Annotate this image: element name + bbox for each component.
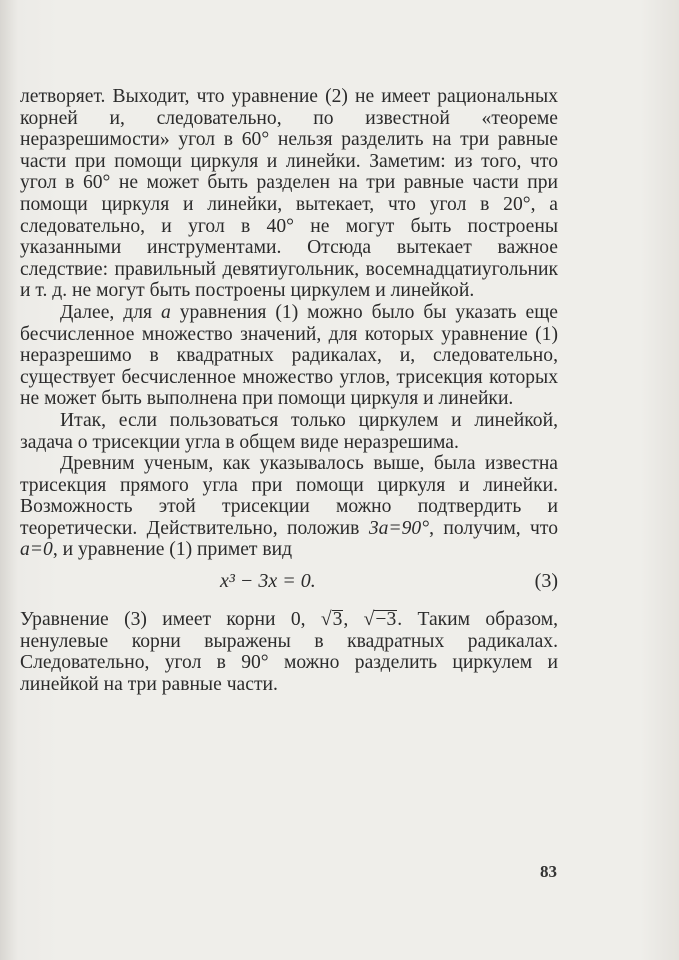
paragraph-4 bbox=[20, 453, 558, 561]
page-text bbox=[20, 86, 558, 695]
equation-3a: 3a=90° bbox=[368, 517, 430, 539]
equation-a-zero: a=0 bbox=[20, 539, 53, 561]
paragraph-5 bbox=[20, 609, 558, 695]
paragraph-4-text-a: Древним ученым, как указывалось выше, была известна трисекция прямого угла при помощи циркуля и линейки. Возможность этой трисекции можно подтвердить и теоретически. Действительно, положив bbox=[20, 453, 558, 539]
variable-a: a bbox=[160, 301, 171, 323]
paragraph-5-text-b: . Таким образом, ненулевые корни выражены в квадратных радикалах. Следовательно, угол в 90° можно разделить циркулем и линейкой на три равные части. bbox=[20, 609, 558, 695]
paragraph-3: Итак, если пользоваться только циркулем и линейкой, задача о трисекции угла в общем виде неразрешима. bbox=[20, 409, 558, 453]
paragraph-4-text-c: , и уравнение (1) примет вид bbox=[52, 539, 293, 561]
sqrt-root-1: √3 bbox=[320, 609, 343, 631]
display-formula bbox=[20, 563, 558, 605]
formula-number: (3) bbox=[534, 570, 558, 593]
sqrt-radicand-1: 3 bbox=[332, 609, 343, 631]
page-number: 83 bbox=[540, 862, 557, 881]
paragraph-2-text-b: уравнения (1) можно было бы указать еще бесчисленное множество значений, для которых уравнение (1) неразрешимо в квадратных радикалах, и, следовательно, существует бесчисленное множество углов, трисекция которых не может быть выполнена при помощи циркуля и линейки. bbox=[20, 301, 558, 410]
sqrt-radicand-2: −3 bbox=[375, 609, 397, 631]
paragraph-1: летворяет. Выходит, что уравнение (2) не имеет рациональных корней и, следовательно, по известной «теореме неразрешимости» угол в 60° нельзя разделить на три равные части при помощи циркуля и линейки. Заметим: из того, что угол в 60° не может быть разделен на три равные части при помощи циркуля и линейки, вытекает, что угол в 20°, а следовательно, и угол в 40° не могут быть построены указанными инструментами. Отсюда вытекает важное следствие: правильный девятиугольник, восемнадцатиугольник и т. д. не могут быть построены циркулем и линейкой. bbox=[20, 86, 558, 302]
formula-expression: x³ − 3x = 0. bbox=[220, 570, 316, 593]
sqrt-root-2: √−3 bbox=[363, 609, 397, 631]
paragraph-2 bbox=[20, 302, 558, 410]
root-separator: , bbox=[343, 609, 364, 631]
paragraph-2-text-a: Далее, для bbox=[60, 301, 161, 323]
paragraph-5-text-a: Уравнение (3) имеет корни 0, bbox=[20, 609, 321, 631]
paragraph-4-text-b: , получим, что bbox=[429, 517, 558, 539]
